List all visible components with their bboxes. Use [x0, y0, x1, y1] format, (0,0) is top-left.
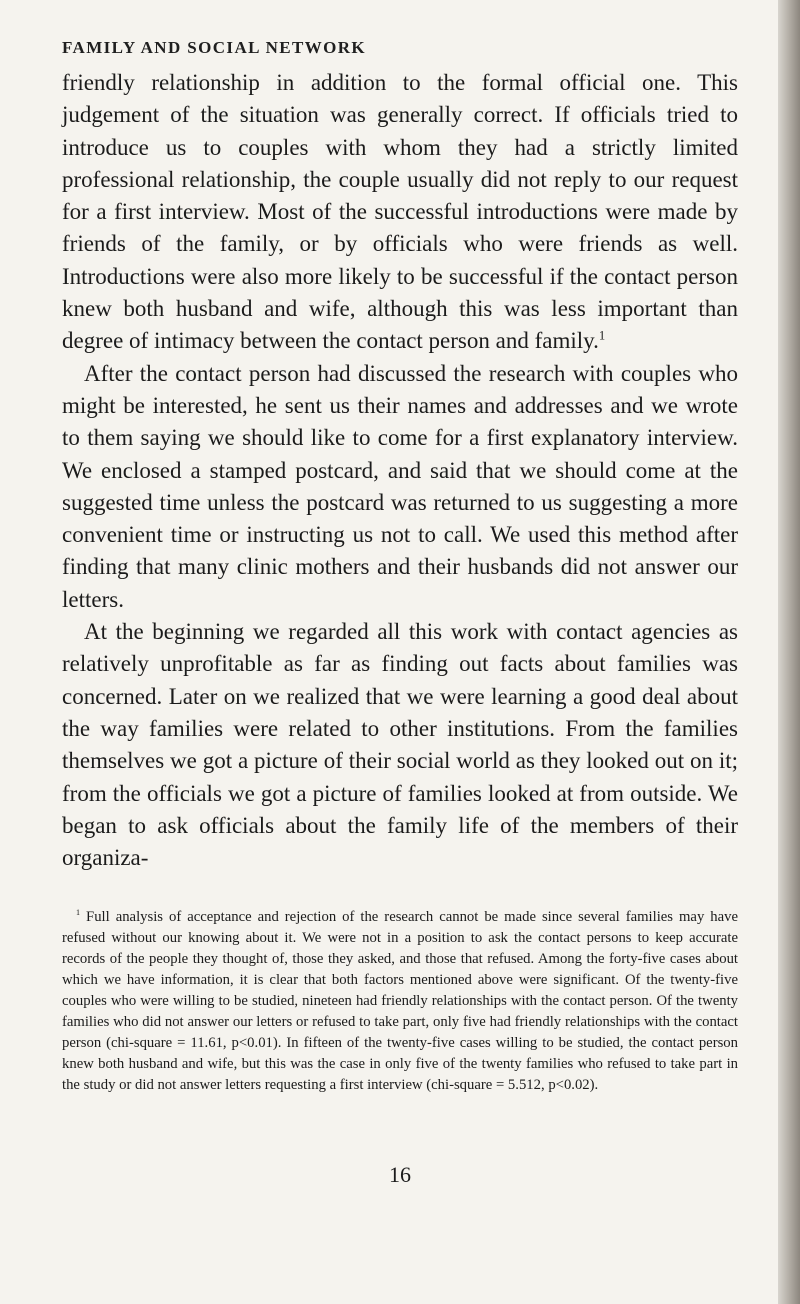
page-edge — [778, 0, 800, 1304]
footnote-1 — [62, 907, 738, 1096]
page-number: 16 — [389, 1162, 411, 1187]
paragraph-1-text: friendly relationship in addition to the formal official one. This judgement of the situation was generally correct. If officials tried to introduce us to couples with whom they had a strictly limited professional relationship, the couple usually did not reply to our request for a first interview. Most of the successful introductions were made by friends of the family, or by officials who were friends as well. Introductions were also more likely to be successful if the contact person knew both husband and wife, although this was less important than degree of intimacy between the contact person and family. — [62, 70, 738, 354]
paragraph-1 — [62, 67, 738, 358]
running-head: FAMILY AND SOCIAL NETWORK — [62, 38, 367, 57]
paragraph-3: At the beginning we regarded all this work with contact agencies as relatively unprofitable as far as finding out facts about families was concerned. Later on we realized that we were learning a good deal about the way families were related to other institutions. From the families themselves we got a picture of their social world as they looked out on it; from the officials we got a picture of families looked at from outside. We began to ask officials about the family life of the members of their organiza- — [62, 619, 738, 871]
body-text — [62, 67, 738, 874]
footnote-marker: 1 — [76, 908, 81, 918]
footnote-reference[interactable]: 1 — [598, 328, 606, 343]
footnotes — [62, 907, 738, 1096]
footnote-text: Full analysis of acceptance and rejection of the research cannot be made since several families may have refused without our knowing about it. We were not in a position to ask the contact persons to keep accurate records of the people they thought of, those they asked, and those that refused. Among the forty-five cases about which we have information, it is clear that both factors mentioned above were significant. Of the twenty-five couples who were willing to be studied, nineteen had friendly relationships with the contact person. Of the twenty families who did not answer our letters or refused to take part, only five had friendly relationships with the contact person (chi-square = 11.61, p<0.01). In fifteen of the twenty-five cases willing to be studied, the contact person knew both husband and wife, but this was the case in only five of the twenty families who refused to take part in the study or did not answer letters requesting a first interview (chi-square = 5.512, p<0.02). — [62, 909, 738, 1093]
paragraph-2: After the contact person had discussed the research with couples who might be interested, he sent us their names and addresses and we wrote to them saying we should like to come for a first explanatory interview. We enclosed a stamped postcard, and said that we should come at the suggested time unless the postcard was returned to us suggesting a more convenient time or instructing us not to call. We used this method after finding that many clinic mothers and their husbands did not answer our letters. — [62, 360, 738, 612]
